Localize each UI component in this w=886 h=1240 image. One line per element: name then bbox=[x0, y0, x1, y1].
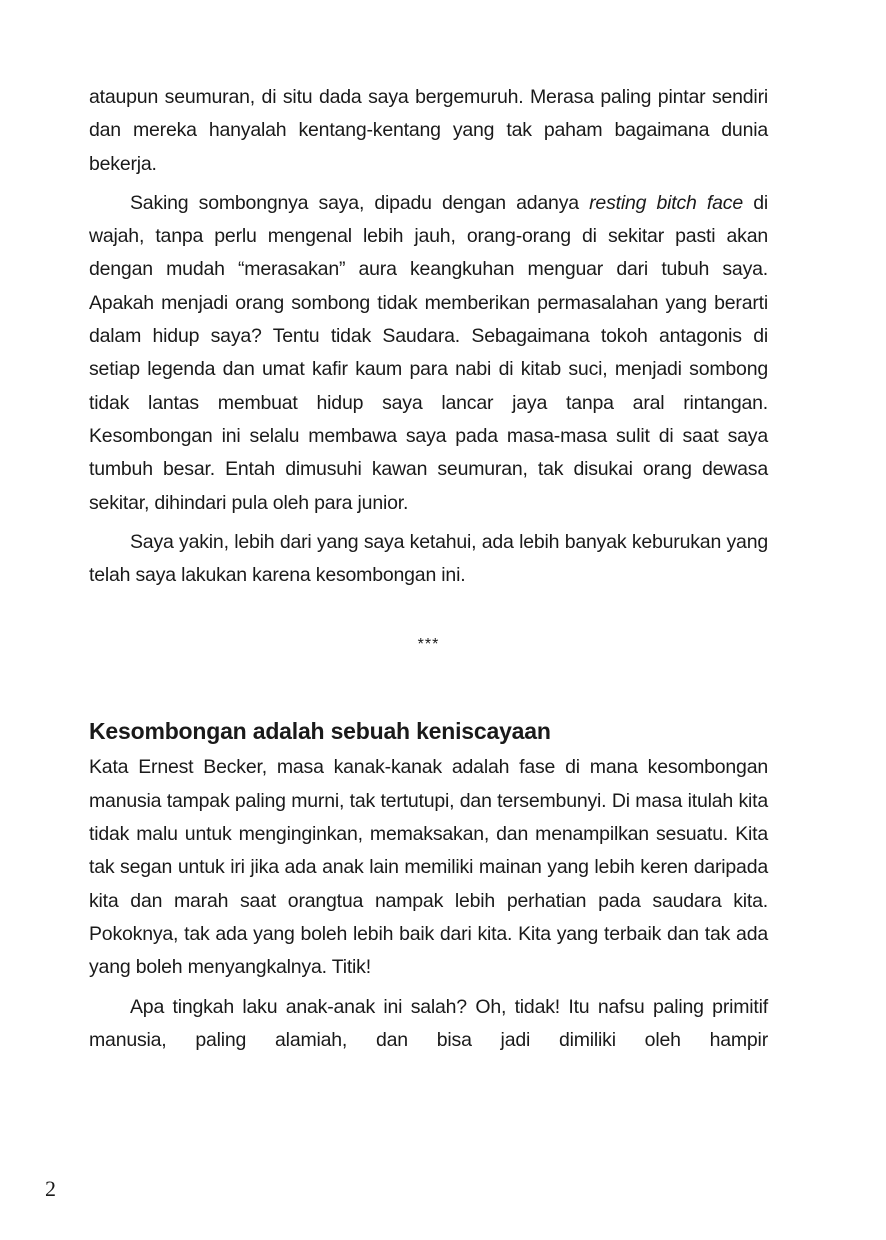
page-number: 2 bbox=[45, 1176, 56, 1201]
paragraph-saking-sombongnya bbox=[89, 187, 768, 520]
italic-phrase: resting bitch face bbox=[589, 191, 743, 214]
paragraph-saya-yakin: Saya yakin, lebih dari yang saya ketahui, ada lebih banyak keburukan yang telah saya lakukan karena kesombongan ini. bbox=[89, 530, 768, 587]
section-separator: *** bbox=[417, 636, 440, 654]
section-heading: Kesombongan adalah sebuah keniscayaan bbox=[89, 718, 551, 745]
paragraph-continuation: ataupun seumuran, di situ dada saya bergemuruh. Merasa paling pintar sendiri dan mereka hanyalah kentang-kentang yang tak paham bagaimana dunia bekerja. bbox=[89, 86, 768, 175]
paragraph-apa-tingkah-laku: Apa tingkah laku anak-anak ini salah? Oh, tidak! Itu nafsu paling primitif manusia, paling alamiah, dan bisa jadi dimiliki oleh hampir bbox=[89, 995, 768, 1051]
book-page-body bbox=[89, 81, 768, 1057]
paragraph-ernest-becker: Kata Ernest Becker, masa kanak-kanak adalah fase di mana kesombongan manusia tampak paling murni, tak tertutupi, dan tersembunyi. Di masa itulah kita tidak malu untuk menginginkan, memaksakan, dan menampilkan sesuatu. Kita tak segan untuk iri jika ada anak lain memiliki mainan yang lebih keren daripada kita dan marah saat orangtua nampak lebih perhatian pada saudara kita. Pokoknya, tak ada yang boleh lebih baik dari kita. Kita yang terbaik dan tak ada yang boleh menyangkalnya. Titik! bbox=[89, 756, 768, 979]
paragraph-text-before-italic: Saking sombongnya saya, dipadu dengan adanya bbox=[130, 191, 590, 214]
paragraph-text-after-italic: di wajah, tanpa perlu mengenal lebih jauh, orang-orang di sekitar pasti akan dengan mudah “merasakan” aura keangkuhan menguar dari tubuh saya. Apakah menjadi orang sombong tidak memberikan permasalahan yang berarti dalam hidup saya? Tentu tidak Saudara. Sebagaimana tokoh antagonis di setiap legenda dan umat kafir kaum para nabi di kitab suci, menjadi sombong tidak lantas membuat hidup saya lancar jaya tanpa aral rintangan. Kesombongan ini selalu membawa saya pada masa-masa sulit di saat saya tumbuh besar. Entah dimusuhi kawan seumuran, tak disukai orang dewasa sekitar, dihindari pula oleh para junior. bbox=[89, 191, 769, 514]
